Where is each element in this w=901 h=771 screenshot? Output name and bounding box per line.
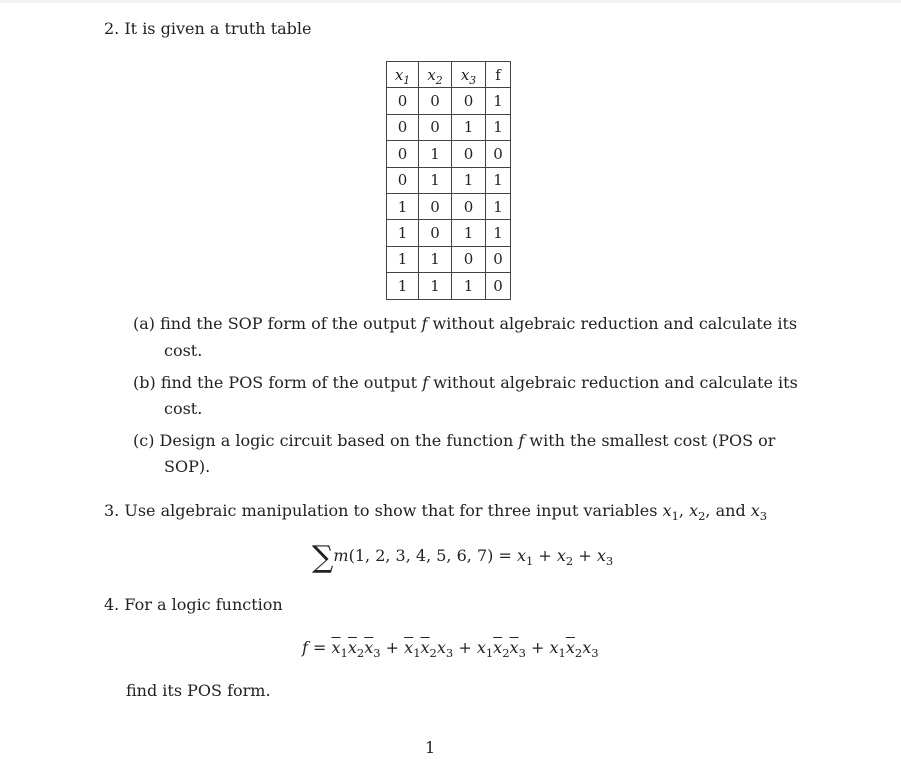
- table-cell: 0: [419, 88, 452, 114]
- table-cell: 1: [486, 220, 511, 246]
- table-header-f: f: [486, 62, 511, 88]
- table-row: [387, 273, 511, 299]
- table-cell: 0: [387, 167, 419, 193]
- table-row: [387, 246, 511, 272]
- q4-find-text: find its POS form.: [126, 681, 271, 700]
- table-cell: 0: [486, 273, 511, 299]
- q2-part-a-line1: (a) find the SOP form of the output f without algebraic reduction and calculate its: [133, 314, 798, 333]
- q2-part-b-line1: (b) find the POS form of the output f without algebraic reduction and calculate its: [133, 373, 798, 392]
- table-cell: 1: [387, 220, 419, 246]
- table-cell: 1: [486, 114, 511, 140]
- table-cell: 0: [387, 141, 419, 167]
- q3-equation: ∑m(1, 2, 3, 4, 5, 6, $7) = x_1 + x_2 + x_3$: [312, 540, 614, 575]
- top-divider: [0, 0, 901, 3]
- table-cell: 1: [452, 114, 486, 140]
- table-cell: 1: [387, 273, 419, 299]
- table-header-x2: $x_2$: [419, 62, 452, 88]
- table-cell: 1: [486, 167, 511, 193]
- table-cell: 0: [452, 193, 486, 219]
- table-cell: 1: [486, 88, 511, 114]
- table-cell: 0: [419, 220, 452, 246]
- table-cell: 1: [486, 193, 511, 219]
- table-cell: 0: [419, 193, 452, 219]
- q2-part-a-line2: cost.: [164, 341, 203, 360]
- table-cell: 0: [419, 114, 452, 140]
- table-cell: 0: [387, 114, 419, 140]
- q2-part-c-line2: SOP).: [164, 457, 211, 476]
- page-number: 1: [425, 738, 436, 757]
- table-cell: 1: [419, 246, 452, 272]
- q2-part-b-line2: cost.: [164, 399, 203, 418]
- table-header-x3: $x_3$: [452, 62, 486, 88]
- table-header-x1: $x_1$: [387, 62, 419, 88]
- table-row: [387, 114, 511, 140]
- q4-equation: $f = \overline{x}_1\overline{x}_2\overline{x}_3 + \overline{x}_1\overline{x}_2x_3 + x_1\overline{x}_2\overline{x}_3 + x_1\overline{x}_2x_3$: [302, 638, 599, 661]
- table-cell: 1: [387, 246, 419, 272]
- table-cell: 1: [387, 193, 419, 219]
- q2-part-c-line1: (c) Design a logic circuit based on the function f with the smallest cost (POS or: [133, 431, 776, 450]
- table-cell: 0: [486, 246, 511, 272]
- table-cell: 0: [452, 141, 486, 167]
- sum-symbol: ∑: [312, 540, 334, 575]
- truth-table: [386, 61, 511, 300]
- table-row: [387, 193, 511, 219]
- table-cell: 1: [452, 273, 486, 299]
- table-cell: 1: [419, 167, 452, 193]
- table-row: [387, 88, 511, 114]
- table-row: [387, 141, 511, 167]
- table-cell: 1: [452, 220, 486, 246]
- table-header-row: [387, 62, 511, 88]
- table-cell: 0: [387, 88, 419, 114]
- table-row: [387, 220, 511, 246]
- table-cell: 0: [452, 88, 486, 114]
- table-cell: 1: [419, 141, 452, 167]
- table-cell: 1: [419, 273, 452, 299]
- q4-heading: 4. For a logic function: [104, 595, 283, 614]
- table-cell: 0: [452, 246, 486, 272]
- q3-heading: 3. Use algebraic manipulation to show that for three input variables $x_1$, $x_2$, and $x_3$: [104, 501, 768, 524]
- table-cell: 1: [452, 167, 486, 193]
- table-cell: 0: [486, 141, 511, 167]
- table-row: [387, 167, 511, 193]
- q2-heading: 2. It is given a truth table: [104, 19, 312, 38]
